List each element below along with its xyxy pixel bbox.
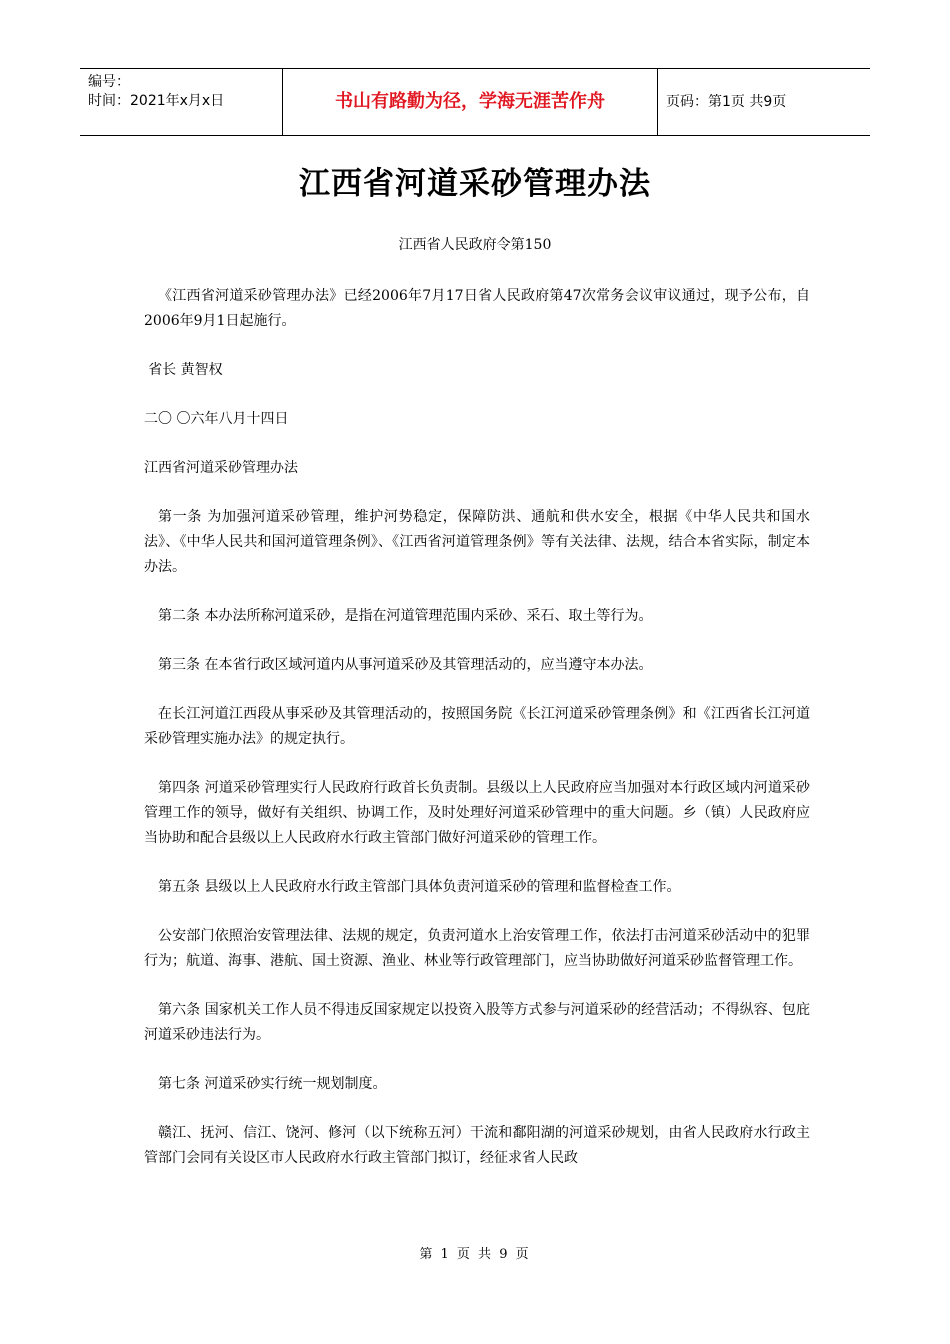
paragraph-date: 二〇 〇六年八月十四日 (144, 411, 289, 427)
header-divider (657, 69, 658, 135)
paragraph-subheading: 江西省河道采砂管理办法 (144, 460, 298, 476)
page-footer: 第 1 页 共 9 页 (419, 1247, 531, 1262)
paragraph-article: 第二条 本办法所称河道采砂，是指在河道管理范围内采砂、采石、取土等行为。 (158, 608, 653, 624)
paragraph-article: 第六条 国家机关工作人员不得违反国家规定以投资入股等方式参与河道采砂的经营活动；不得纵容、包庇河道采砂违法行为。 (144, 1002, 810, 1043)
paragraph-article: 第五条 县级以上人民政府水行政主管部门具体负责河道采砂的管理和监督检查工作。 (158, 879, 681, 895)
document-title: 江西省河道采砂管理办法 (299, 166, 651, 202)
paragraph-article: 第一条 为加强河道采砂管理，维护河势稳定，保障防洪、通航和供水安全，根据《中华人民共和国水法》、《中华人民共和国河道管理条例》、《江西省河道管理条例》等有关法律、法规，结合本省实际，制定本办法。 (144, 509, 810, 575)
paragraph: 公安部门依照治安管理法律、法规的规定，负责河道水上治安管理工作，依法打击河道采砂活动中的犯罪行为；航道、海事、港航、国土资源、渔业、林业等行政管理部门，应当协助做好河道采砂监督管理工作。 (144, 928, 810, 969)
document-number-label: 编号： (88, 74, 130, 90)
paragraph: 《江西省河道采砂管理办法》已经2006年7月17日省人民政府第47次常务会议审议通过，现予公布，自2006年9月1日起施行。 (144, 288, 810, 329)
decree-number: 江西省人民政府令第150 (398, 237, 552, 253)
paragraph-article: 第三条 在本省行政区域河道内从事河道采砂及其管理活动的，应当遵守本办法。 (158, 657, 653, 673)
paragraph: 赣江、抚河、信江、饶河、修河（以下统称五河）干流和鄱阳湖的河道采砂规划，由省人民政府水行政主管部门会同有关设区市人民政府水行政主管部门拟订，经征求省人民政 (144, 1125, 810, 1166)
paragraph-signatory: 省长 黄智权 (148, 362, 223, 378)
paragraph: 在长江河道江西段从事采砂及其管理活动的，按照国务院《长江河道采砂管理条例》和《江西省长江河道采砂管理实施办法》的规定执行。 (144, 706, 810, 747)
document-time-label: 时间：2021年x月x日 (88, 93, 225, 109)
page-header (80, 68, 870, 136)
paragraph-article: 第七条 河道采砂实行统一规划制度。 (158, 1076, 387, 1092)
header-meta (88, 73, 278, 111)
header-page-info: 页码：第1页 共9页 (666, 94, 787, 110)
header-motto: 书山有路勤为径，学海无涯苦作舟 (335, 91, 605, 112)
paragraph-article: 第四条 河道采砂管理实行人民政府行政首长负责制。县级以上人民政府应当加强对本行政区域内河道采砂管理工作的领导，做好有关组织、协调工作，及时处理好河道采砂管理中的重大问题。乡（镇）人民政府应当协助和配合县级以上人民政府水行政主管部门做好河道采砂的管理工作。 (144, 780, 810, 846)
document-body (144, 284, 810, 1195)
